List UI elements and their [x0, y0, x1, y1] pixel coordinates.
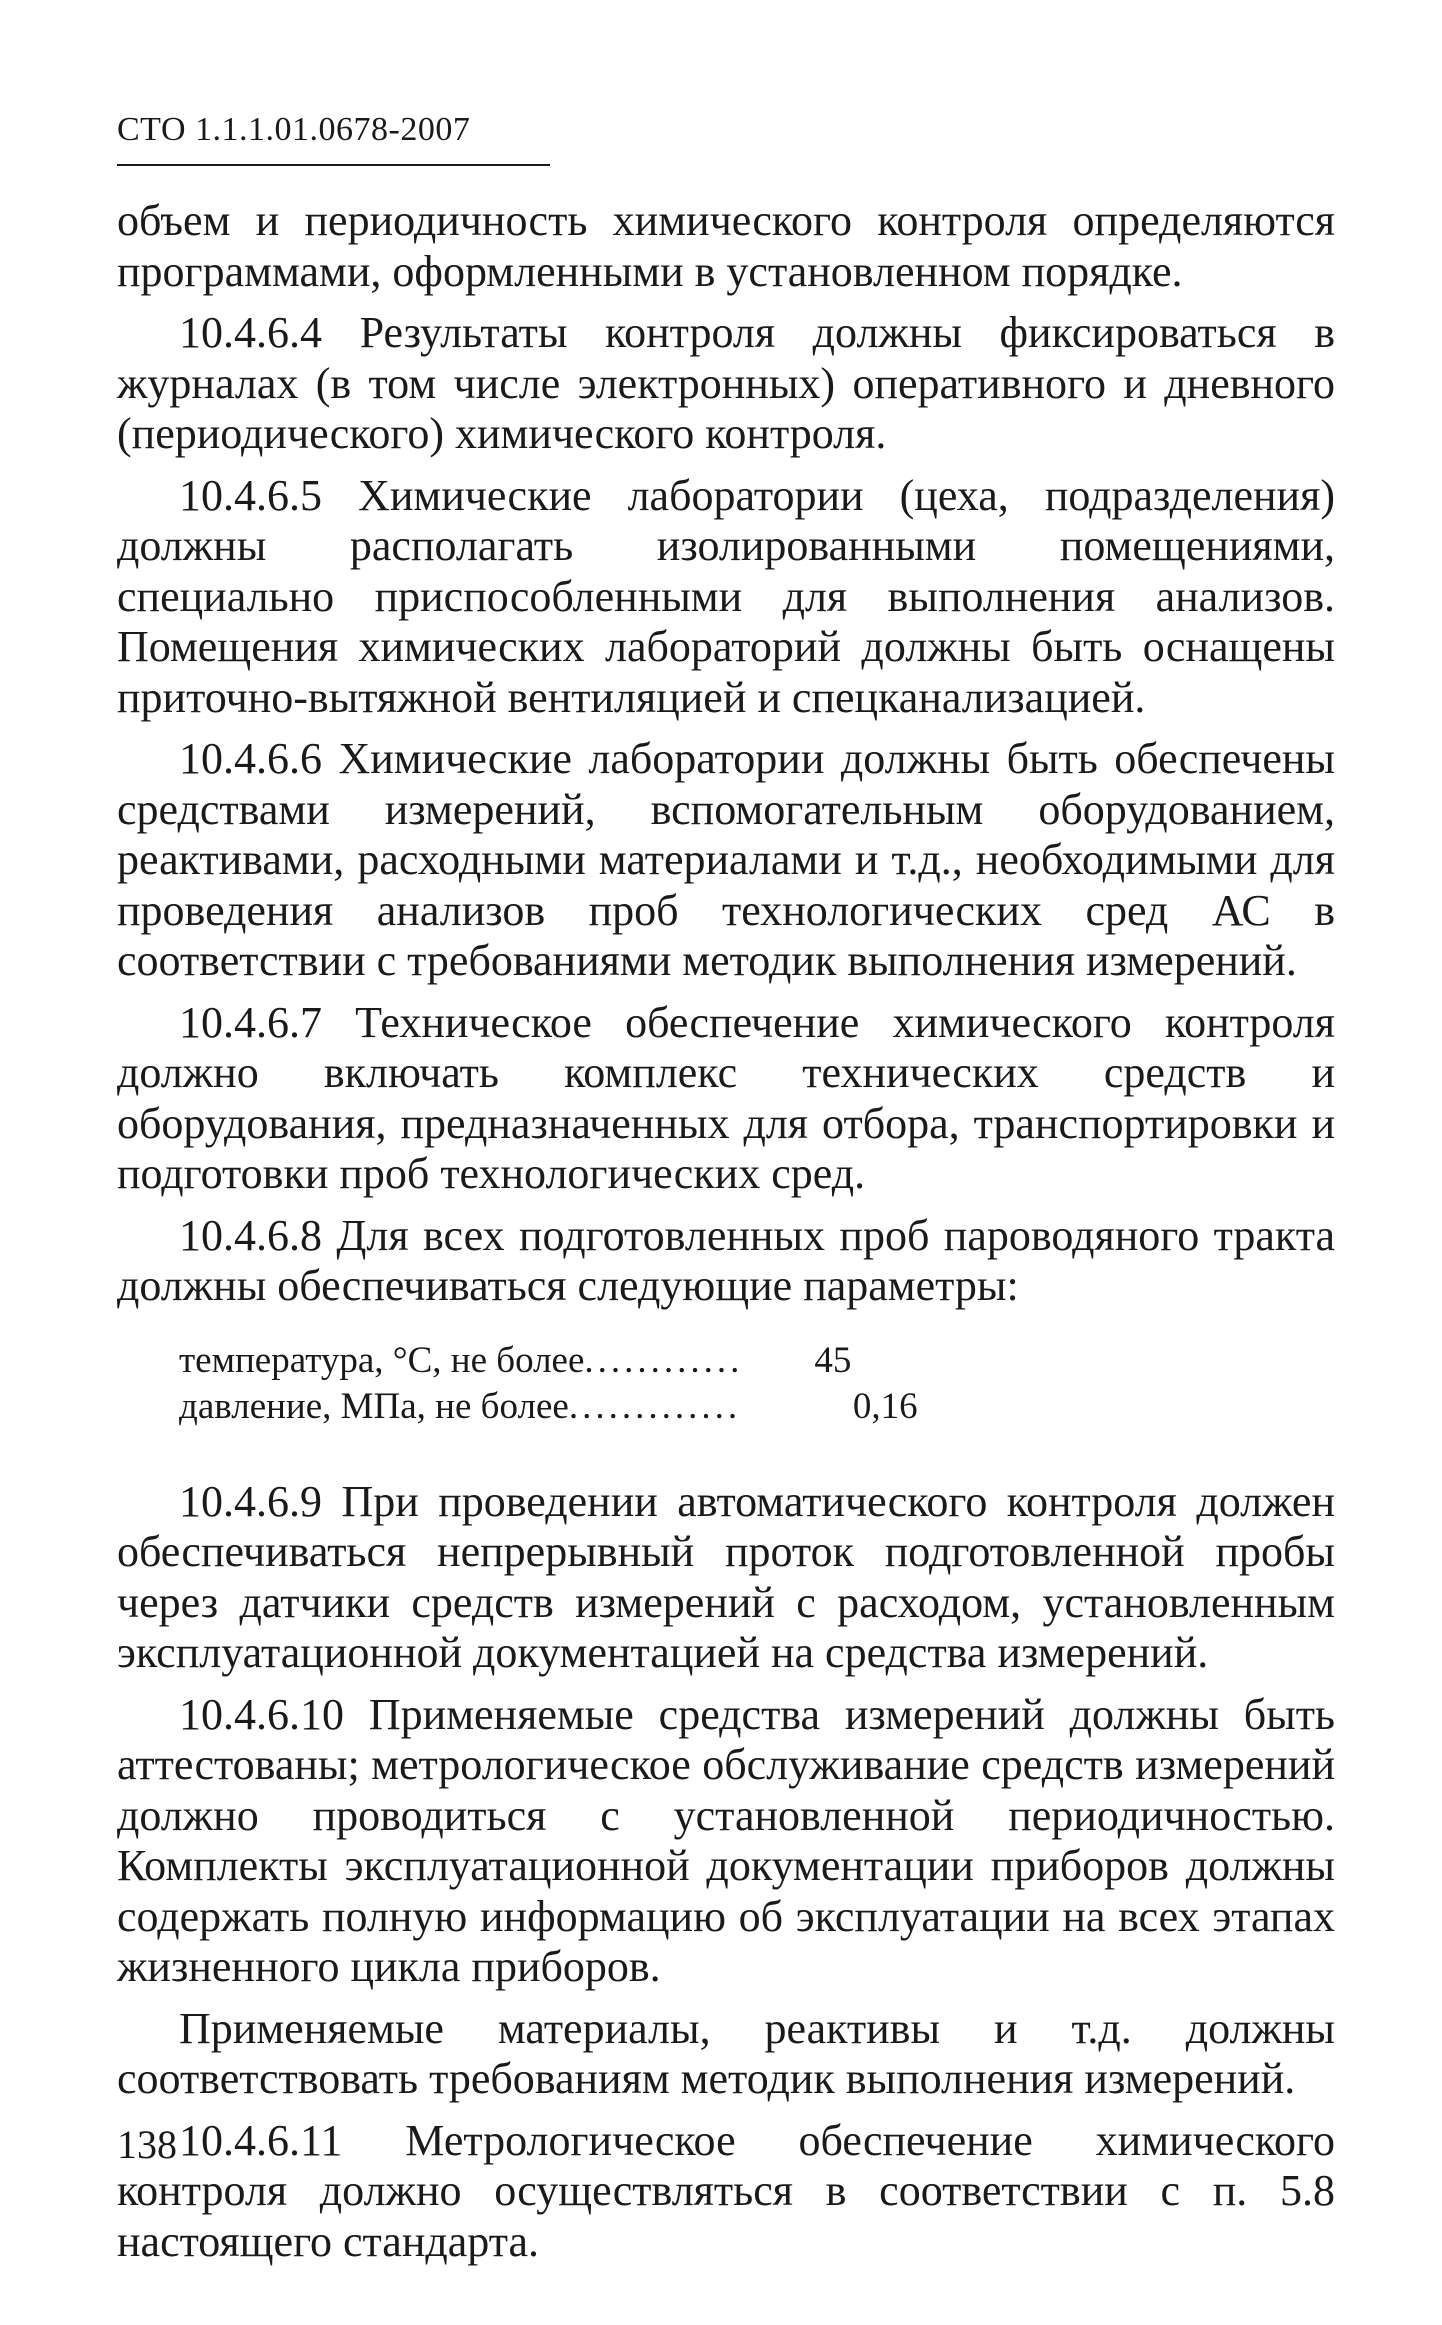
document-code-header: СТО 1.1.1.01.0678-2007 [117, 111, 471, 148]
parameters-list [179, 1338, 1335, 1430]
parameter-leader-dots: ............ [584, 1339, 744, 1381]
paragraph-10-4-6-10: 10.4.6.10 Применяемые средства измерений должны быть аттестованы; метрологическое обслуживание средств измерений должно проводиться с установленной периодичностью. Комплекты эксплуатационной документации приборов должны содержать полную информацию об эксплуатации на всех этапах жизненного цикла приборов. [117, 1689, 1335, 1991]
paragraph-10-4-6-11: 10.4.6.11 Метрологическое обеспечение химического контроля должно осуществляться в соответствии с п. 5.8 настоящего стандарта. [117, 2115, 1335, 2266]
parameter-leader-dots: ............. [568, 1385, 742, 1427]
paragraph-10-4-6-4: 10.4.6.4 Результаты контроля должны фиксироваться в журналах (в том числе электронных) оперативного и дневного (периодического) химического контроля. [117, 308, 1335, 458]
paragraph-10-4-6-6: 10.4.6.6 Химические лаборатории должны быть обеспечены средствами измерений, вспомогательным оборудованием, реактивами, расходными материалами и т.д., необходимыми для проведения анализов проб технологических сред АС в соответствии с требованиями методик выполнения измерений. [117, 734, 1335, 985]
page-number: 138 [117, 2122, 177, 2167]
parameter-value: 45 [814, 1339, 852, 1381]
header-divider [117, 164, 550, 166]
paragraph-10-4-6-5: 10.4.6.5 Химические лаборатории (цеха, подразделения) должны располагать изолированными помещениями, специально приспособленными для выполнения анализов. Помещения химических лабораторий должны быть оснащены приточно-вытяжной вентиляцией и спецканализацией. [117, 470, 1335, 722]
parameter-row-pressure [179, 1384, 1335, 1430]
paragraph-continuation: объем и периодичность химического контроля определяются программами, оформленными в установленном порядке. [117, 196, 1335, 296]
paragraph-10-4-6-9: 10.4.6.9 При проведении автоматического контроля должен обеспечиваться непрерывный проток подготовленной пробы через датчики средств измерений с расходом, установленным эксплуатационной документацией на средства измерений. [117, 1476, 1335, 1677]
paragraph-10-4-6-7: 10.4.6.7 Техническое обеспечение химического контроля должно включать комплекс технических средств и оборудования, предназначенных для отбора, транспортировки и подготовки проб технологических сред. [117, 997, 1335, 1198]
paragraph-10-4-6-8: 10.4.6.8 Для всех подготовленных проб пароводяного тракта должны обеспечиваться следующие параметры: [117, 1210, 1335, 1310]
document-body [117, 196, 1335, 2267]
parameter-label: температура, °С, не более [179, 1339, 585, 1381]
parameter-value: 0,16 [852, 1385, 918, 1427]
parameter-label: давление, МПа, не более [179, 1385, 569, 1427]
parameter-row-temperature [179, 1338, 1335, 1384]
paragraph-materials: Применяемые материалы, реактивы и т.д. должны соответствовать требованиям методик выполнения измерений. [117, 2003, 1335, 2103]
